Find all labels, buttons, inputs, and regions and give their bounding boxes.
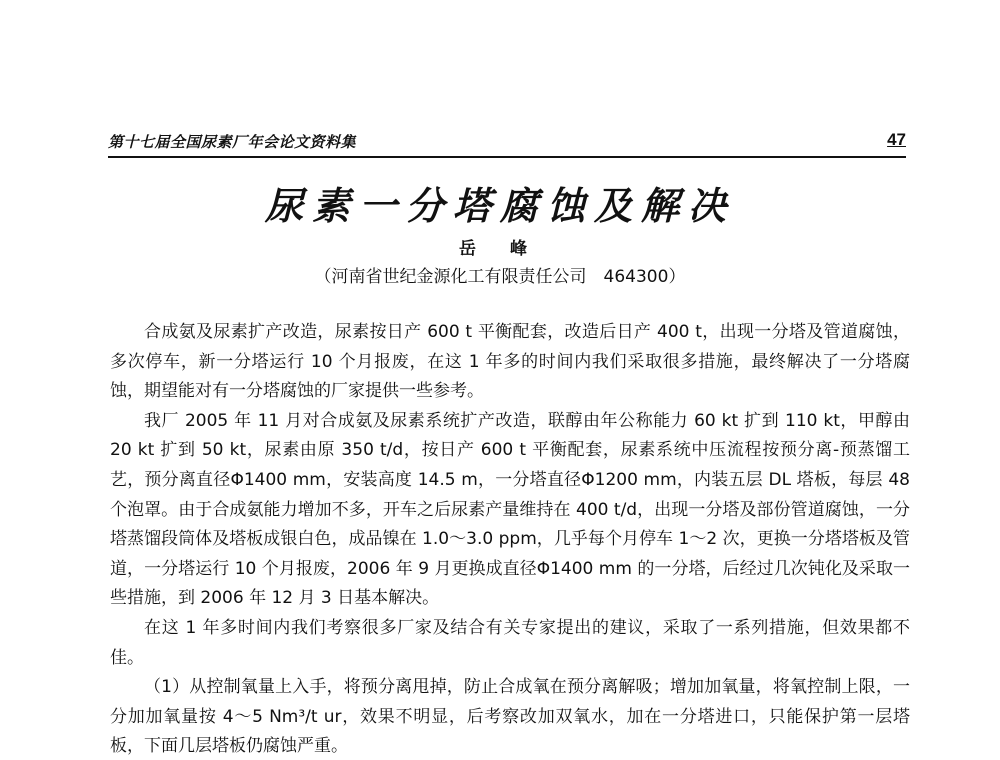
author-affiliation: （河南省世纪金源化工有限责任公司 464300） [314,267,686,287]
running-header [108,130,906,158]
paragraph-background: 我厂 2005 年 11 月对合成氨及尿素系统扩产改造，联醇由年公称能力 60 kt 扩到 110 kt，甲醇由 20 kt 扩到 50 kt，尿素由原 350 t/d，按日产 600 t 平衡配套，尿素系统中压流程按预分离-预蒸馏工艺，预分离直径Φ1400 mm，安装高度 14.5 m，一分塔直径Φ1200 mm，内装五层 DL 塔板，每层 48 个泡罩。由于合成氨能力增加不多，开车之后尿素产量维持在 400 t/d，出现一分塔及部份管道腐蚀，一分塔蒸馏段筒体及塔板成银白色，成品镍在 1.0～3.0 ppm，几乎每个月停车 1～2 次，更换一分塔塔板及管道，一分塔运行 10 个月报废，2006 年 9 月更换成直径Φ1400 mm 的一分塔，后经过几次钝化及采取一些措施，到 2006 年 12 月 3 日基本解决。 [110,410,910,609]
paragraph-measure-1: （1）从控制氧量上入手，将预分离甩掉，防止合成氧在预分离解吸；增加加氧量，将氧控制上限，一分加加氧量按 4～5 Nm³/t ur，效果不明显，后考察改加双氧水，加在一分塔进口，只能保护第一层塔板，下面几层塔板仍腐蚀严重。 [110,677,910,757]
paragraph-intro: 合成氨及尿素扩产改造，尿素按日产 600 t 平衡配套，改造后日产 400 t，出现一分塔及管道腐蚀，多次停车，新一分塔运行 10 个月报废，在这 1 年多的时间内我们采取很多措施，最终解决了一分塔腐蚀，期望能对有一分塔腐蚀的厂家提供一些参考。 [110,322,910,402]
page-number: 47 [887,130,906,149]
journal-title: 第十七届全国尿素厂年会论文资料集 [108,133,357,151]
article-body [110,318,910,760]
author-name: 岳 峰 [459,239,541,259]
paragraph-measures-summary: 在这 1 年多时间内我们考察很多厂家及结合有关专家提出的建议，采取了一系列措施，但效果都不佳。 [110,617,910,668]
article-title: 尿素一分塔腐蚀及解决 [264,184,735,228]
